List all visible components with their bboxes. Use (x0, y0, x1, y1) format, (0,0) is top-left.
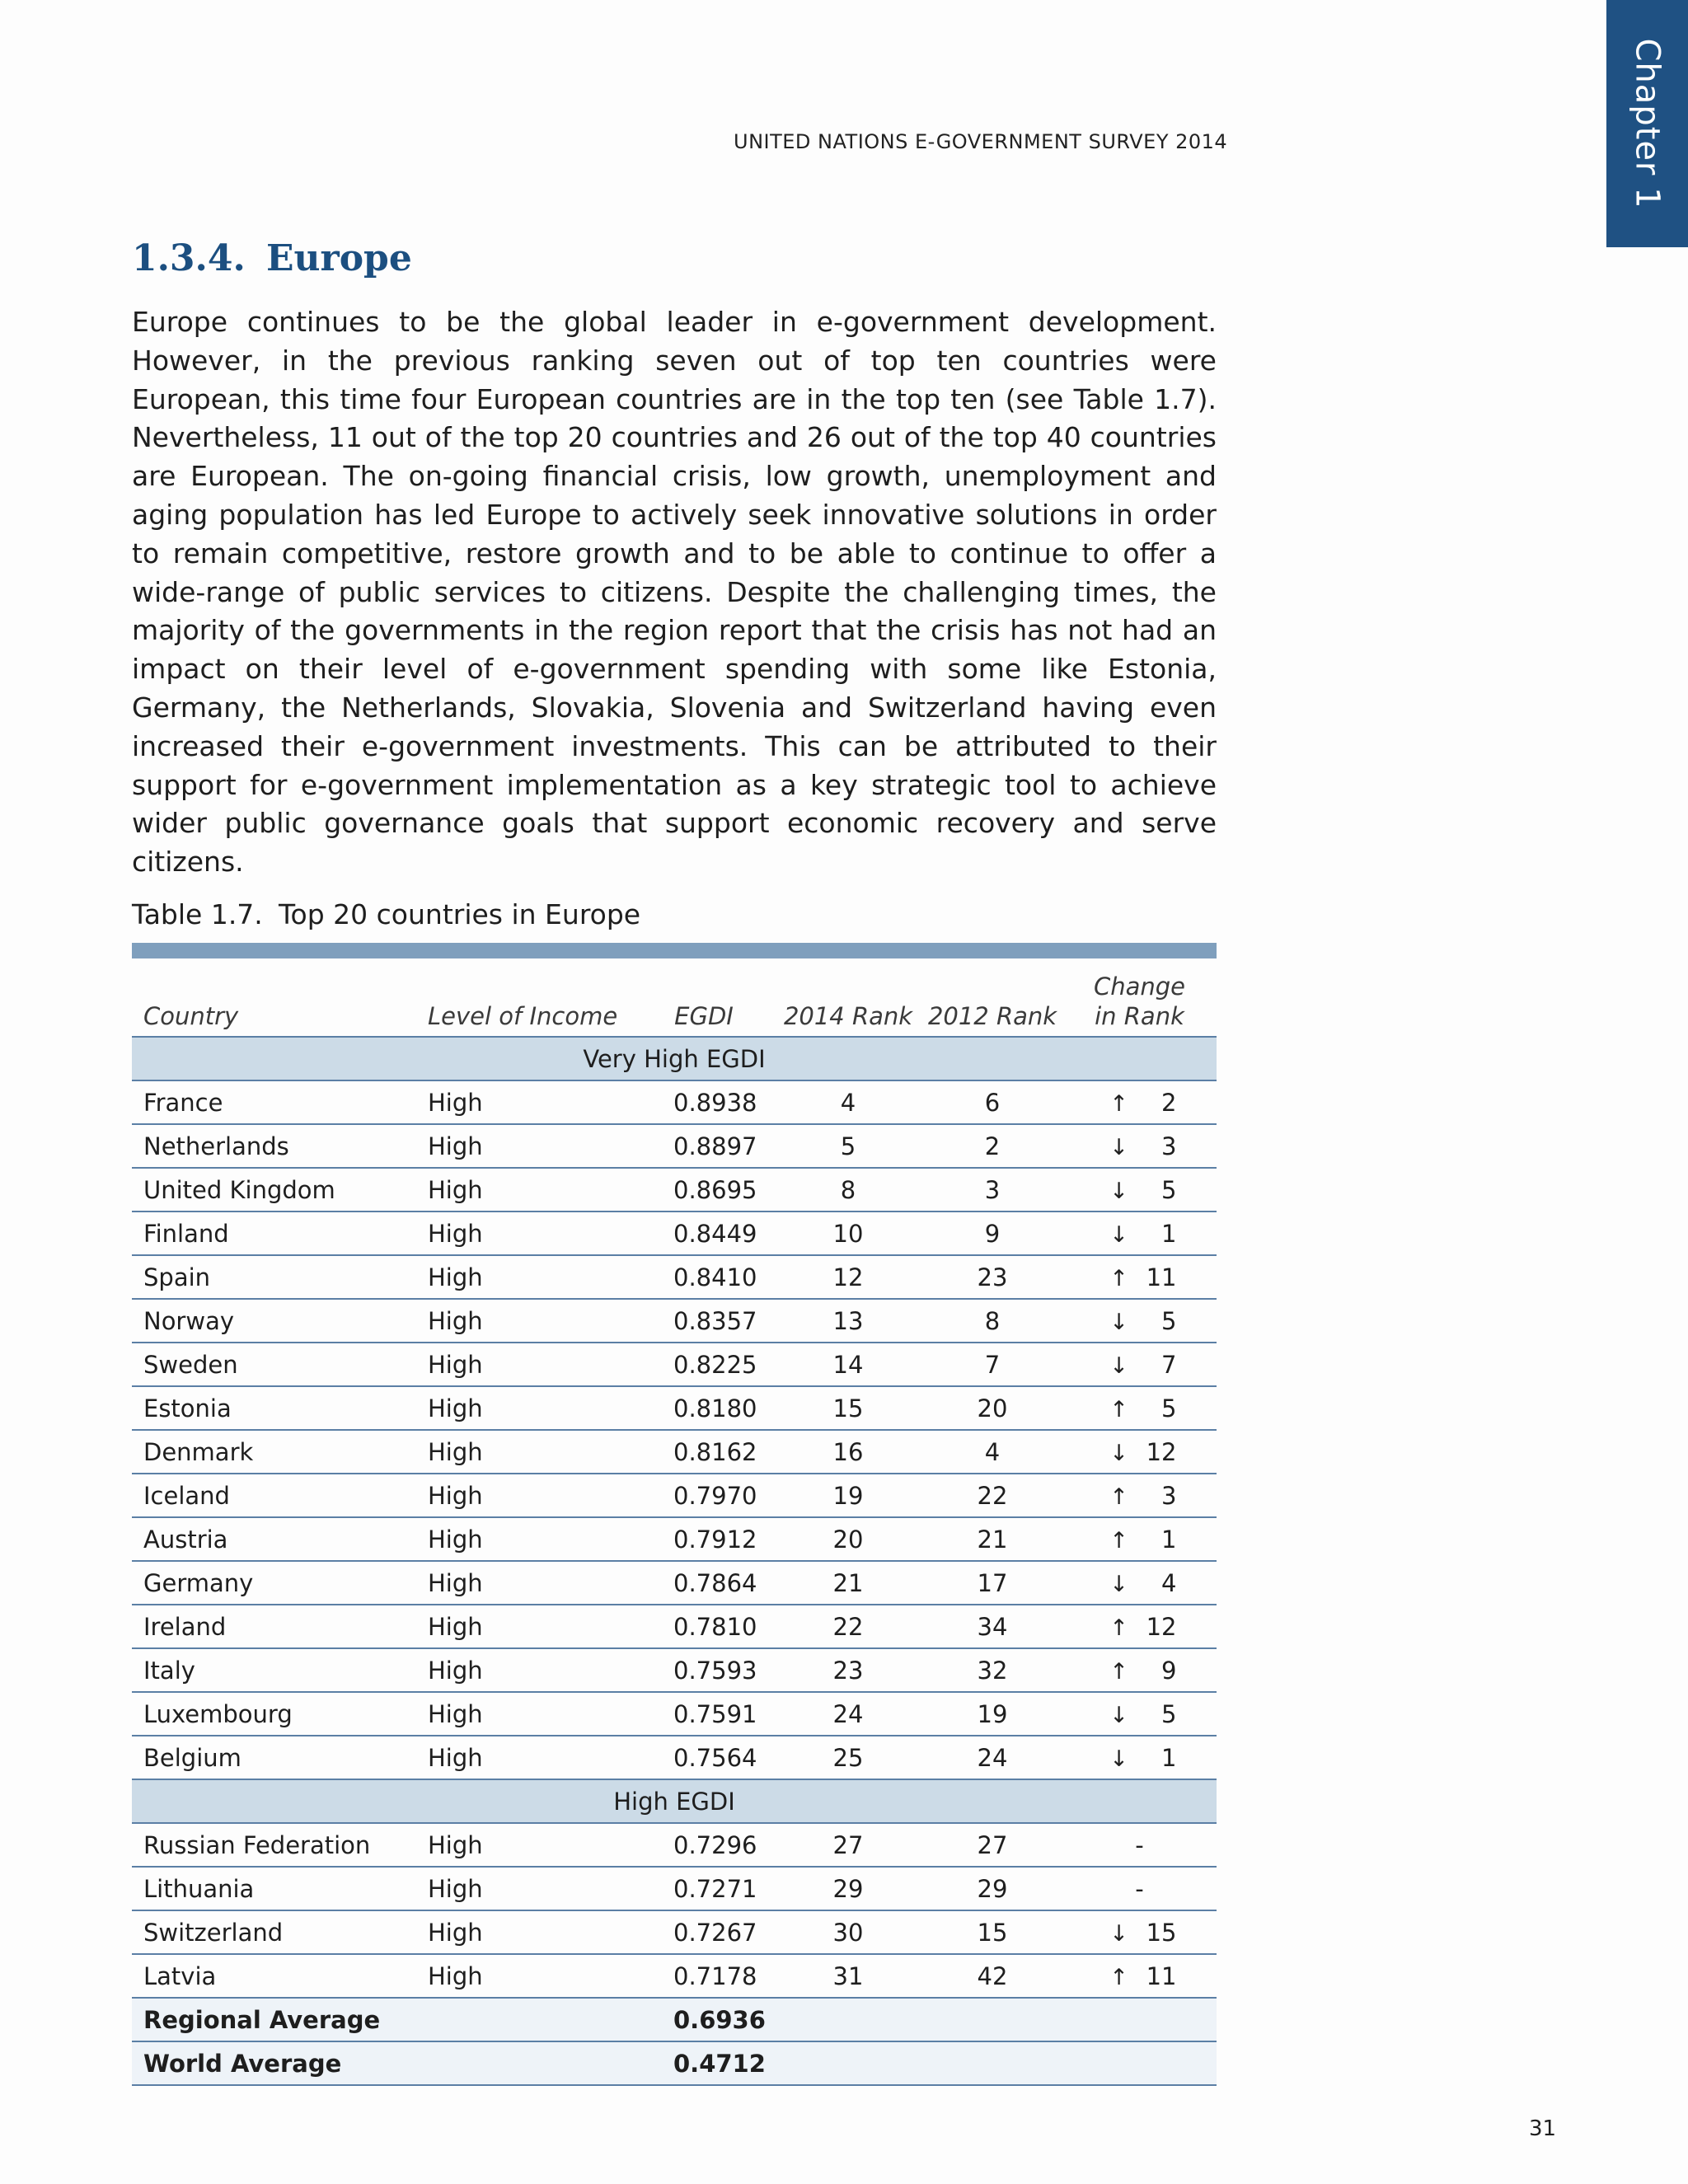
arrow-down-icon: ↓ (1109, 1920, 1128, 1947)
cell-egdi: 0.8410 (634, 1255, 774, 1299)
table-row (132, 1299, 1217, 1343)
average-empty (774, 1998, 922, 2041)
cell-income: High (428, 1212, 634, 1255)
cell-income: High (428, 1605, 634, 1648)
table-row (132, 1080, 1217, 1124)
cell-rank-2014: 8 (774, 1168, 922, 1212)
cell-change-in-rank (1062, 1124, 1217, 1168)
cell-income: High (428, 1080, 634, 1124)
cell-change-in-rank (1062, 1605, 1217, 1648)
cell-country: Ireland (132, 1605, 428, 1648)
cell-rank-2012: 9 (922, 1212, 1062, 1255)
chapter-tab (1606, 0, 1688, 247)
arrow-down-icon: ↓ (1109, 1309, 1128, 1335)
cell-income: High (428, 1386, 634, 1430)
average-egdi: 0.4712 (634, 2041, 774, 2085)
cell-rank-2014: 20 (774, 1517, 922, 1561)
table-caption (132, 898, 640, 930)
table-row (132, 1168, 1217, 1212)
table-row (132, 1823, 1217, 1867)
cell-income: High (428, 1430, 634, 1474)
average-empty (1062, 2041, 1217, 2085)
cell-country: Luxembourg (132, 1692, 428, 1736)
cell-country: Austria (132, 1517, 428, 1561)
arrow-down-icon: ↓ (1109, 1134, 1128, 1160)
arrow-down-icon: ↓ (1109, 1352, 1128, 1379)
cell-egdi: 0.7970 (634, 1474, 774, 1517)
change-value: 11 (1146, 1961, 1177, 1990)
arrow-down-icon: ↓ (1109, 1221, 1128, 1248)
average-label: World Average (132, 2041, 428, 2085)
change-value: 3 (1161, 1481, 1177, 1510)
body-paragraph: Europe continues to be the global leader in e-government development. However, in the previous ranking seven out of top ten countries were European, this time four European countries are in the top ten (see Table 1.7). Nevertheless, 11 out of the top 20 countries and 26 out of the top 40 countries are European. The on-going financial crisis, low growth, unemployment and aging population has led Europe to actively seek innovative solutions in order to remain competitive, restore growth and to be able to continue to offer a wide-range of public services to citizens. Despite the challenging times, the majority of the governments in the region report that the crisis has not had an impact on their level of e-government spending with some like Estonia, Germany, the Netherlands, Slovakia, Slovenia and Switzerland having even increased their e-government investments. This can be attributed to their support for e-government implementation as a key strategic tool to achieve wider public governance goals that support economic recovery and serve citizens. (132, 306, 1217, 879)
europe-egdi-table (132, 958, 1217, 2086)
cell-country: Netherlands (132, 1124, 428, 1168)
change-value: 5 (1161, 1306, 1177, 1335)
cell-country: France (132, 1080, 428, 1124)
arrow-up-icon: ↑ (1109, 1615, 1128, 1641)
cell-change-in-rank (1062, 1692, 1217, 1736)
cell-change-in-rank (1062, 1517, 1217, 1561)
change-value: 1 (1161, 1525, 1177, 1554)
cell-change-in-rank (1062, 1867, 1217, 1910)
header-country: Country (132, 958, 428, 1037)
cell-change-in-rank (1062, 1736, 1217, 1779)
cell-egdi: 0.8162 (634, 1430, 774, 1474)
cell-country: Iceland (132, 1474, 428, 1517)
table-caption-title: Top 20 countries in Europe (279, 898, 641, 930)
header-rank-2014: 2014 Rank (774, 958, 922, 1037)
cell-country: Sweden (132, 1343, 428, 1386)
arrow-up-icon: ↑ (1109, 1265, 1128, 1291)
cell-egdi: 0.7810 (634, 1605, 774, 1648)
average-row (132, 1998, 1217, 2041)
cell-rank-2014: 16 (774, 1430, 922, 1474)
change-value: 11 (1146, 1263, 1177, 1291)
cell-egdi: 0.8357 (634, 1299, 774, 1343)
table-row (132, 1517, 1217, 1561)
cell-income: High (428, 1255, 634, 1299)
group-label: High EGDI (132, 1779, 1217, 1823)
change-value: 12 (1146, 1437, 1177, 1466)
cell-rank-2014: 27 (774, 1823, 922, 1867)
table-caption-number: Table 1.7. (132, 898, 263, 930)
cell-rank-2012: 27 (922, 1823, 1062, 1867)
cell-income: High (428, 1736, 634, 1779)
cell-rank-2014: 21 (774, 1561, 922, 1605)
cell-egdi: 0.7864 (634, 1561, 774, 1605)
header-change-line2: in Rank (1095, 1002, 1184, 1030)
cell-income: High (428, 1692, 634, 1736)
cell-country: Norway (132, 1299, 428, 1343)
cell-egdi: 0.8180 (634, 1386, 774, 1430)
cell-income: High (428, 1867, 634, 1910)
cell-rank-2012: 21 (922, 1517, 1062, 1561)
cell-egdi: 0.7178 (634, 1954, 774, 1998)
cell-country: Estonia (132, 1386, 428, 1430)
change-value: - (1135, 1830, 1144, 1859)
cell-rank-2014: 29 (774, 1867, 922, 1910)
cell-income: High (428, 1517, 634, 1561)
cell-country: Finland (132, 1212, 428, 1255)
table-row (132, 1212, 1217, 1255)
table-row (132, 1255, 1217, 1299)
cell-change-in-rank (1062, 1561, 1217, 1605)
cell-change-in-rank (1062, 1648, 1217, 1692)
cell-income: High (428, 1474, 634, 1517)
change-value: 1 (1161, 1743, 1177, 1772)
cell-rank-2014: 19 (774, 1474, 922, 1517)
cell-country: Belgium (132, 1736, 428, 1779)
change-value: 5 (1161, 1175, 1177, 1204)
cell-egdi: 0.7271 (634, 1867, 774, 1910)
change-value: 2 (1161, 1088, 1177, 1117)
cell-rank-2012: 3 (922, 1168, 1062, 1212)
arrow-down-icon: ↓ (1109, 1571, 1128, 1597)
cell-change-in-rank (1062, 1080, 1217, 1124)
cell-rank-2014: 10 (774, 1212, 922, 1255)
cell-rank-2012: 22 (922, 1474, 1062, 1517)
change-value: 4 (1161, 1568, 1177, 1597)
running-head: UNITED NATIONS E-GOVERNMENT SURVEY 2014 (734, 130, 1228, 153)
average-egdi: 0.6936 (634, 1998, 774, 2041)
arrow-down-icon: ↓ (1109, 1746, 1128, 1772)
cell-country: Italy (132, 1648, 428, 1692)
cell-country: Switzerland (132, 1910, 428, 1954)
cell-rank-2012: 29 (922, 1867, 1062, 1910)
cell-rank-2012: 17 (922, 1561, 1062, 1605)
cell-country: Spain (132, 1255, 428, 1299)
cell-rank-2012: 34 (922, 1605, 1062, 1648)
average-row (132, 2041, 1217, 2085)
cell-rank-2014: 4 (774, 1080, 922, 1124)
change-value: - (1135, 1874, 1144, 1903)
table-row (132, 1474, 1217, 1517)
arrow-down-icon: ↓ (1109, 1702, 1128, 1728)
section-number: 1.3.4. (132, 237, 246, 279)
cell-rank-2014: 22 (774, 1605, 922, 1648)
cell-change-in-rank (1062, 1343, 1217, 1386)
average-empty (774, 2041, 922, 2085)
cell-income: High (428, 1954, 634, 1998)
change-value: 5 (1161, 1394, 1177, 1422)
chapter-tab-label: Chapter 1 (1628, 38, 1667, 209)
cell-income: High (428, 1168, 634, 1212)
table-top-bar (132, 943, 1217, 958)
table-body (132, 1037, 1217, 2085)
section-title (132, 237, 412, 279)
cell-change-in-rank (1062, 1823, 1217, 1867)
cell-rank-2012: 4 (922, 1430, 1062, 1474)
cell-change-in-rank (1062, 1386, 1217, 1430)
cell-income: High (428, 1910, 634, 1954)
cell-country: United Kingdom (132, 1168, 428, 1212)
average-income-empty (428, 1998, 634, 2041)
cell-rank-2014: 14 (774, 1343, 922, 1386)
header-change-line1: Change (1093, 972, 1186, 1001)
table-row (132, 1867, 1217, 1910)
cell-rank-2012: 7 (922, 1343, 1062, 1386)
cell-rank-2014: 13 (774, 1299, 922, 1343)
change-value: 3 (1161, 1132, 1177, 1160)
average-empty (1062, 1998, 1217, 2041)
cell-rank-2014: 12 (774, 1255, 922, 1299)
cell-change-in-rank (1062, 1212, 1217, 1255)
table-row (132, 1954, 1217, 1998)
cell-rank-2012: 23 (922, 1255, 1062, 1299)
table-row (132, 1430, 1217, 1474)
cell-egdi: 0.7591 (634, 1692, 774, 1736)
change-value: 12 (1146, 1612, 1177, 1641)
change-value: 9 (1161, 1656, 1177, 1685)
average-label: Regional Average (132, 1998, 428, 2041)
table-row (132, 1124, 1217, 1168)
cell-egdi: 0.8225 (634, 1343, 774, 1386)
cell-rank-2012: 8 (922, 1299, 1062, 1343)
cell-rank-2012: 42 (922, 1954, 1062, 1998)
table-row (132, 1343, 1217, 1386)
header-rank-2012: 2012 Rank (922, 958, 1062, 1037)
change-value: 7 (1161, 1350, 1177, 1379)
cell-change-in-rank (1062, 1954, 1217, 1998)
group-label: Very High EGDI (132, 1037, 1217, 1080)
cell-rank-2012: 19 (922, 1692, 1062, 1736)
cell-egdi: 0.7593 (634, 1648, 774, 1692)
change-value: 1 (1161, 1219, 1177, 1248)
change-value: 5 (1161, 1699, 1177, 1728)
cell-rank-2014: 15 (774, 1386, 922, 1430)
table-row (132, 1910, 1217, 1954)
cell-change-in-rank (1062, 1299, 1217, 1343)
cell-rank-2014: 30 (774, 1910, 922, 1954)
arrow-up-icon: ↑ (1109, 1964, 1128, 1990)
cell-rank-2012: 15 (922, 1910, 1062, 1954)
cell-rank-2012: 2 (922, 1124, 1062, 1168)
change-value: 15 (1146, 1918, 1177, 1947)
table-row (132, 1561, 1217, 1605)
cell-egdi: 0.8695 (634, 1168, 774, 1212)
cell-egdi: 0.8449 (634, 1212, 774, 1255)
cell-egdi: 0.7296 (634, 1823, 774, 1867)
cell-country: Russian Federation (132, 1823, 428, 1867)
cell-change-in-rank (1062, 1474, 1217, 1517)
average-empty (922, 1998, 1062, 2041)
cell-rank-2012: 24 (922, 1736, 1062, 1779)
cell-income: High (428, 1561, 634, 1605)
cell-rank-2014: 23 (774, 1648, 922, 1692)
cell-rank-2014: 25 (774, 1736, 922, 1779)
cell-rank-2012: 6 (922, 1080, 1062, 1124)
arrow-up-icon: ↑ (1109, 1658, 1128, 1685)
table-row (132, 1386, 1217, 1430)
arrow-down-icon: ↓ (1109, 1440, 1128, 1466)
table-row (132, 1605, 1217, 1648)
table-row (132, 1648, 1217, 1692)
arrow-down-icon: ↓ (1109, 1178, 1128, 1204)
cell-egdi: 0.7564 (634, 1736, 774, 1779)
cell-income: High (428, 1299, 634, 1343)
cell-income: High (428, 1823, 634, 1867)
group-row (132, 1037, 1217, 1080)
cell-egdi: 0.8897 (634, 1124, 774, 1168)
arrow-up-icon: ↑ (1109, 1527, 1128, 1554)
cell-income: High (428, 1648, 634, 1692)
cell-rank-2014: 31 (774, 1954, 922, 1998)
page-number: 31 (1529, 2116, 1557, 2141)
table-row (132, 1692, 1217, 1736)
cell-rank-2012: 32 (922, 1648, 1062, 1692)
table-header-row (132, 958, 1217, 1037)
average-empty (922, 2041, 1062, 2085)
cell-change-in-rank (1062, 1255, 1217, 1299)
cell-country: Germany (132, 1561, 428, 1605)
cell-country: Lithuania (132, 1867, 428, 1910)
cell-change-in-rank (1062, 1168, 1217, 1212)
cell-rank-2014: 5 (774, 1124, 922, 1168)
group-row (132, 1779, 1217, 1823)
cell-income: High (428, 1124, 634, 1168)
header-egdi: EGDI (634, 958, 774, 1037)
cell-country: Latvia (132, 1954, 428, 1998)
cell-change-in-rank (1062, 1910, 1217, 1954)
arrow-up-icon: ↑ (1109, 1483, 1128, 1510)
cell-rank-2012: 20 (922, 1386, 1062, 1430)
cell-change-in-rank (1062, 1430, 1217, 1474)
cell-country: Denmark (132, 1430, 428, 1474)
header-change-in-rank (1062, 958, 1217, 1037)
cell-income: High (428, 1343, 634, 1386)
average-income-empty (428, 2041, 634, 2085)
cell-egdi: 0.7912 (634, 1517, 774, 1561)
cell-rank-2014: 24 (774, 1692, 922, 1736)
header-income: Level of Income (428, 958, 634, 1037)
arrow-up-icon: ↑ (1109, 1396, 1128, 1422)
section-title-text: Europe (266, 237, 412, 279)
arrow-up-icon: ↑ (1109, 1090, 1128, 1117)
cell-egdi: 0.8938 (634, 1080, 774, 1124)
cell-egdi: 0.7267 (634, 1910, 774, 1954)
table-row (132, 1736, 1217, 1779)
